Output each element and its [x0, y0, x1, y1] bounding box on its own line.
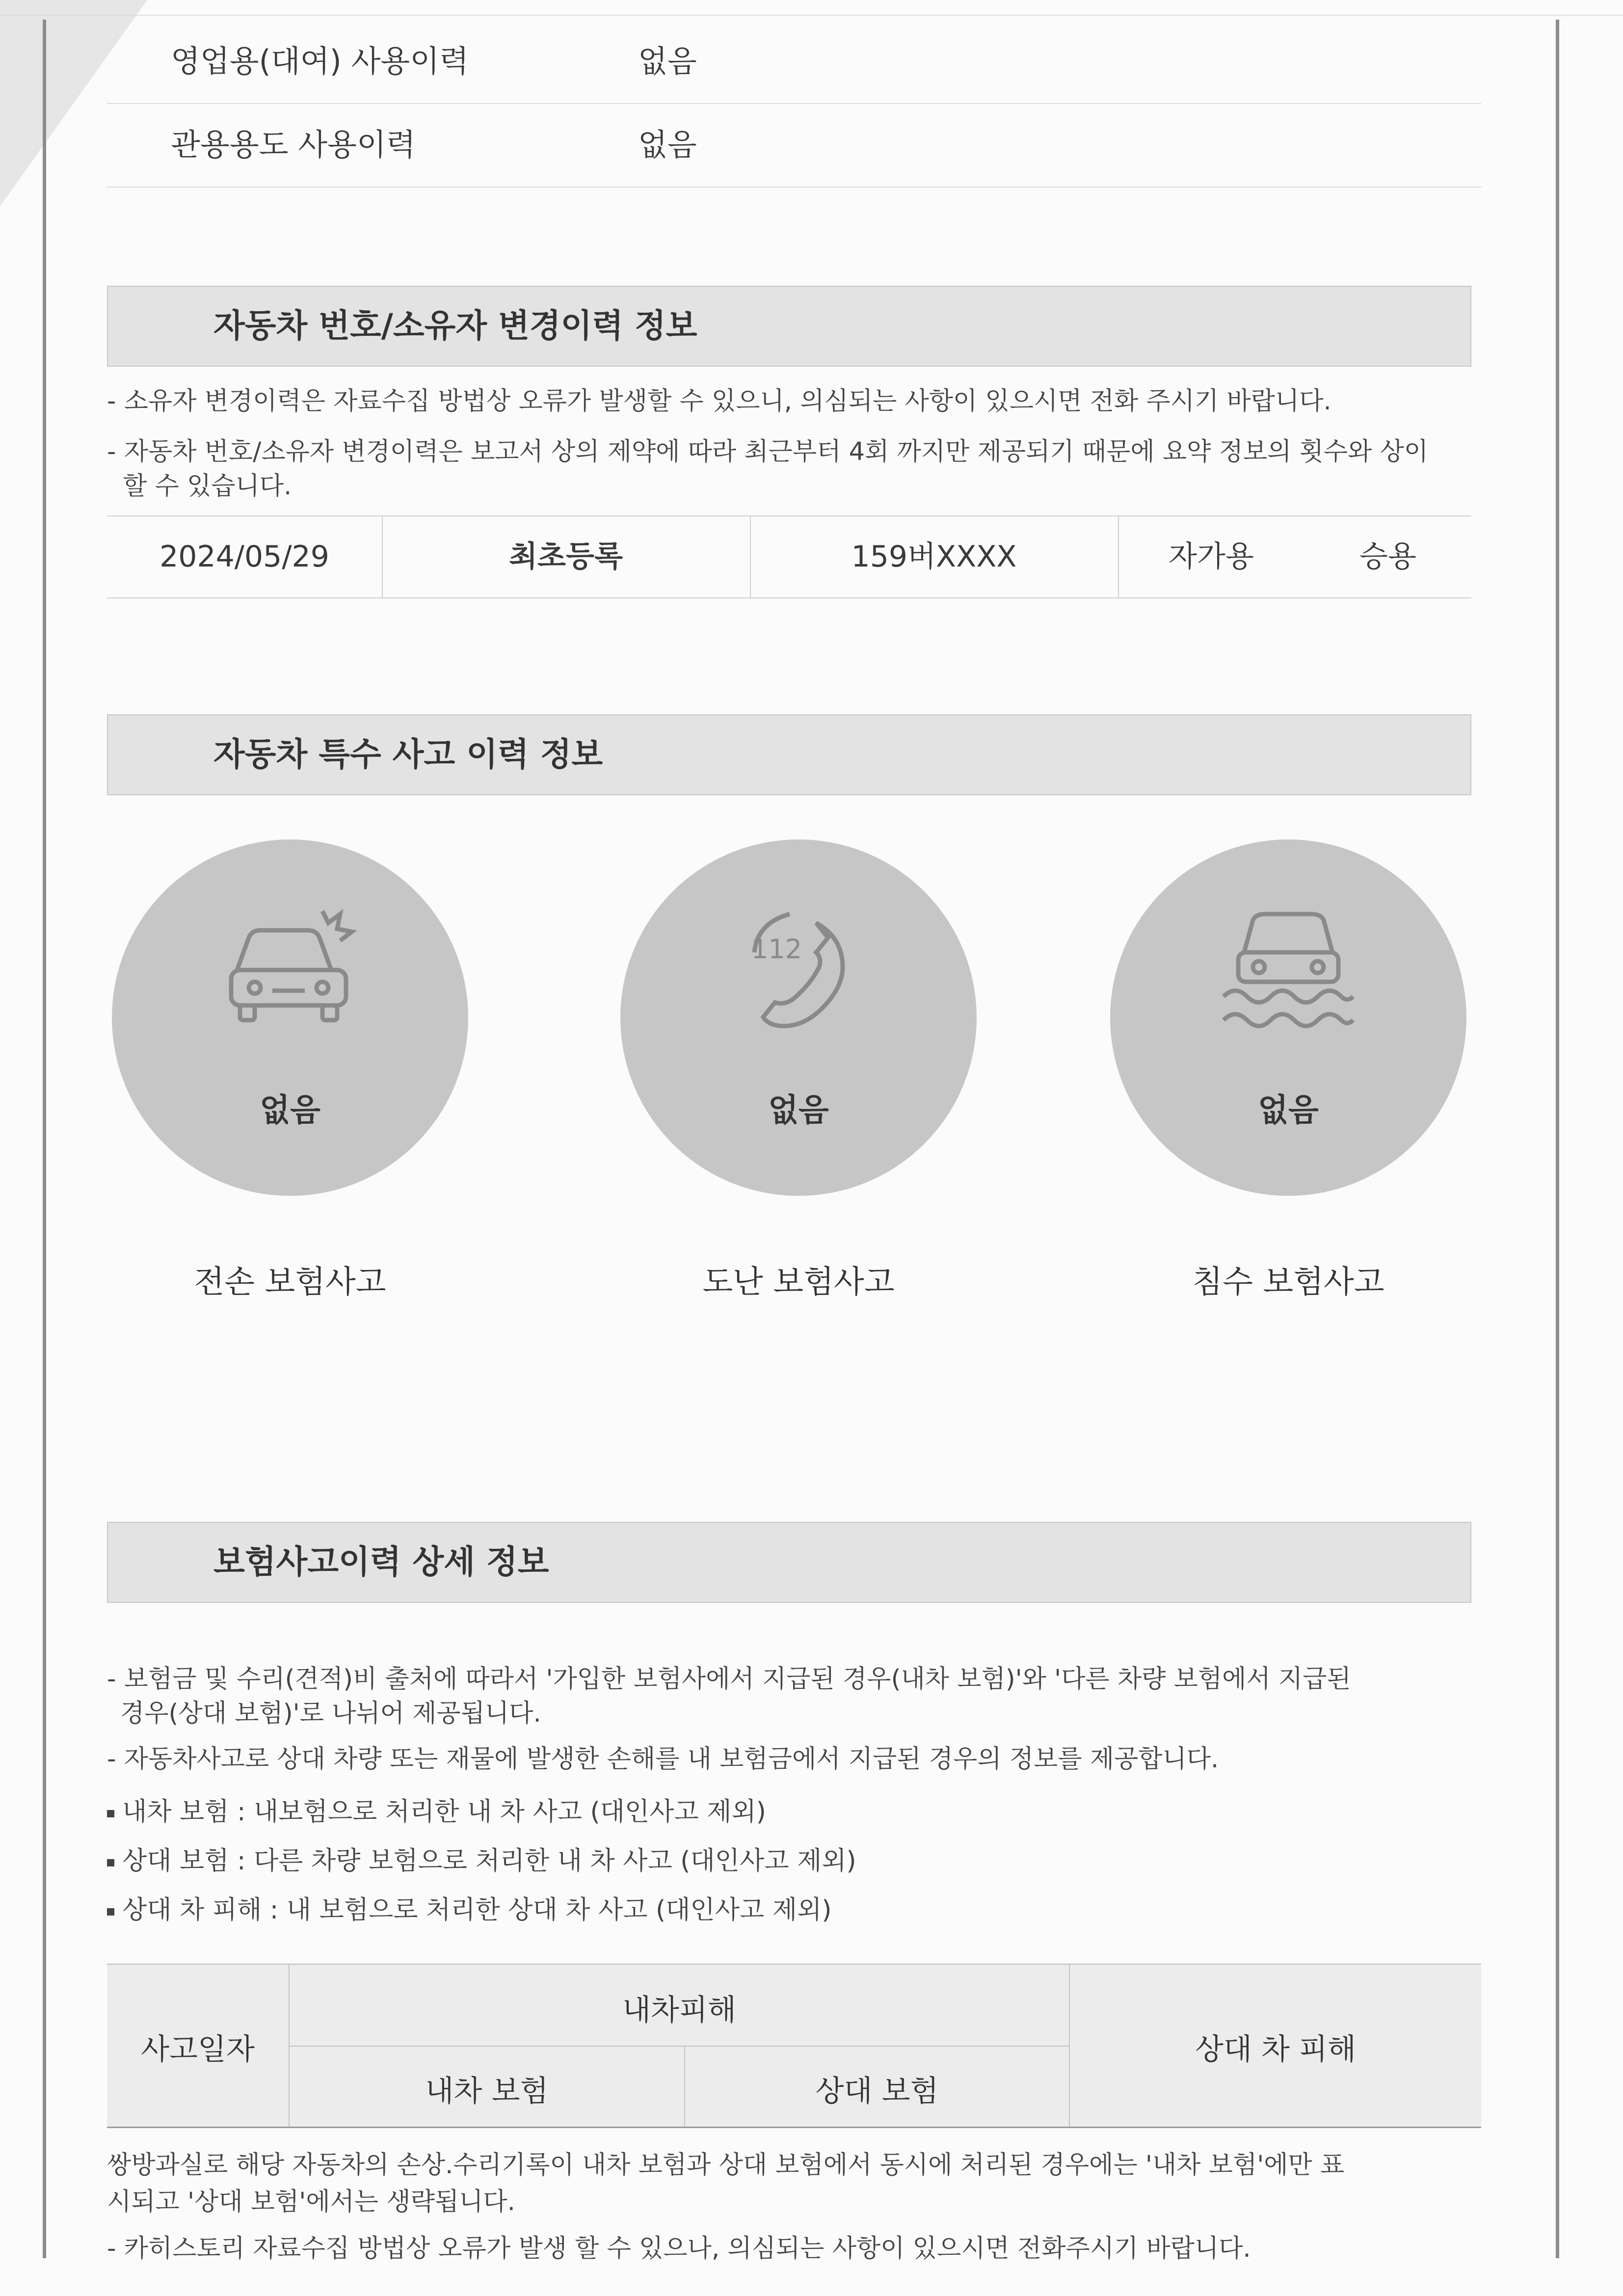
reg-date: 2024/05/29	[160, 540, 329, 574]
top-edge-rule	[0, 15, 1623, 16]
registration-row	[107, 515, 1471, 598]
row-divider	[290, 2046, 1069, 2047]
usage-value: 없음	[638, 127, 697, 162]
total-loss-label: 전손 보험사고	[194, 1264, 386, 1300]
owner-history-header	[107, 286, 1471, 367]
insurance-detail-header	[107, 1522, 1471, 1603]
col-own-insurance: 내차 보험	[425, 2074, 549, 2108]
flood-circle	[1110, 839, 1466, 1196]
bullet-marker	[107, 1859, 114, 1866]
section-title: 자동차 번호/소유자 변경이력 정보	[213, 307, 697, 345]
col-accident-date: 사고일자	[141, 2032, 255, 2067]
flood-label: 침수 보험사고	[1192, 1264, 1384, 1300]
bullet-other-insurance	[107, 1843, 856, 1879]
bullet-marker	[107, 1908, 114, 1916]
insurance-note-1: - 보험금 및 수리(견적)비 출처에 따라서 '가입한 보험사에서 지급된 경우(내차 보험)'와 '다른 차량 보험에서 지급된	[107, 1665, 1351, 1694]
col-other-insurance: 상대 보험	[815, 2074, 939, 2108]
theft-label: 도난 보험사고	[702, 1264, 895, 1300]
theft-circle	[620, 839, 977, 1196]
bullet-text: 상대 보험 : 다른 차량 보험으로 처리한 내 차 사고 (대인사고 제외)	[122, 1846, 856, 1876]
bullet-marker	[107, 1810, 114, 1817]
right-margin-line	[1556, 20, 1559, 2258]
section-title: 자동차 특수 사고 이력 정보	[213, 735, 603, 773]
usage-value: 없음	[638, 43, 697, 79]
usage-label: 관용용도 사용이력	[171, 127, 416, 162]
insurance-note-2: 경우(상대 보험)'로 나뉘어 제공됩니다.	[120, 1699, 541, 1728]
reg-type: 승용	[1359, 540, 1416, 574]
usage-row-government	[107, 103, 1481, 188]
insurance-note-3: - 자동차사고로 상대 차량 또는 재물에 발생한 손해를 내 보험금에서 지급된 경우의 정보를 제공합니다.	[107, 1745, 1219, 1774]
reg-use: 자가용	[1169, 540, 1254, 574]
reg-event: 최초등록	[509, 540, 623, 574]
usage-label: 영업용(대여) 사용이력	[171, 43, 469, 79]
left-margin-line	[43, 20, 46, 2258]
icon-112-text: 112	[751, 934, 802, 965]
car-flood-icon	[1215, 893, 1362, 1041]
total-loss-status: 없음	[260, 1092, 320, 1129]
phone-112-icon	[725, 893, 872, 1041]
total-loss-circle	[112, 839, 468, 1196]
owner-note-2: - 자동차 번호/소유자 변경이력은 보고서 상의 제약에 따라 최근부터 4회 까지만 제공되기 때문에 요약 정보의 횟수와 상이	[107, 437, 1429, 466]
bullet-other-damage	[107, 1892, 832, 1928]
section-title: 보험사고이력 상세 정보	[213, 1543, 549, 1581]
footer-note-3: - 카히스토리 자료수집 방법상 오류가 발생 할 수 있으나, 의심되는 사항이 있으시면 전화주시기 바랍니다.	[107, 2234, 1251, 2263]
theft-status: 없음	[768, 1092, 829, 1129]
usage-row-rental	[107, 20, 1481, 104]
col-other-damage: 상대 차 피해	[1195, 2032, 1356, 2067]
bullet-text: 내차 보험 : 내보험으로 처리한 내 차 사고 (대인사고 제외)	[122, 1797, 766, 1827]
owner-note-3: 할 수 있습니다.	[123, 472, 292, 501]
col-group-own-damage: 내차피해	[622, 1993, 736, 2027]
footer-note-2: 시되고 '상대 보험'에서는 생략됩니다.	[107, 2188, 515, 2216]
reg-plate: 159버XXXX	[851, 540, 1017, 574]
footer-note-1: 쌍방과실로 해당 자동차의 손상.수리기록이 내차 보험과 상대 보험에서 동시에 처리된 경우에는 '내차 보험'에만 표	[107, 2151, 1345, 2180]
flood-status: 없음	[1258, 1092, 1319, 1129]
insurance-table-header	[107, 1964, 1481, 2128]
special-accident-header	[107, 714, 1471, 795]
owner-note-1: - 소유자 변경이력은 자료수집 방법상 오류가 발생할 수 있으니, 의심되는 사항이 있으시면 전화 주시기 바랍니다.	[107, 387, 1331, 416]
bullet-own-insurance	[107, 1794, 766, 1830]
car-crash-icon	[216, 893, 364, 1041]
bullet-text: 상대 차 피해 : 내 보험으로 처리한 상대 차 사고 (대인사고 제외)	[122, 1895, 832, 1925]
